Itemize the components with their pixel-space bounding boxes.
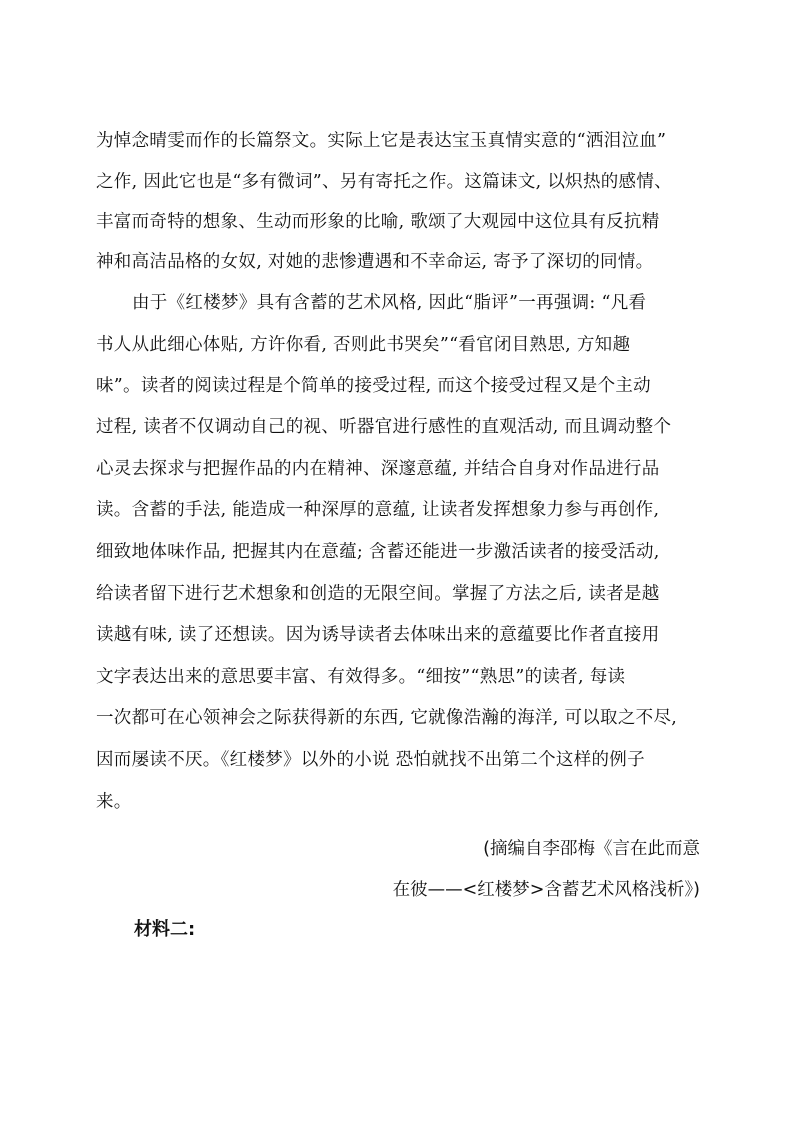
text-line: 过程, 读者不仅调动自己的视、听器官进行感性的直观活动, 而且调动整个: [96, 417, 672, 437]
text-line: 丰富而奇特的想象、生动而形象的比喻, 歌颂了大观园中这位具有反抗精: [96, 212, 660, 232]
text-line: 读越有味, 读了还想读。因为诱导读者去体味出来的意蕴要比作者直接用: [96, 625, 660, 645]
section-label: 材料二:: [134, 919, 196, 940]
citation-line-2: 在彼——<红楼梦>含蓄艺术风格浅析》): [392, 880, 700, 900]
text-line: 读。含蓄的手法, 能造成一种深厚的意蕴, 让读者发挥想象力参与再创作,: [96, 500, 660, 520]
citation-line-1: (摘编自李邵梅《言在此而意: [483, 839, 700, 859]
text-line: 文字表达出来的意思要丰富、有效得多。“细按”“熟思”的读者, 每读: [96, 667, 626, 687]
text-line: 味”。读者的阅读过程是个简单的接受过程, 而这个接受过程又是个主动: [96, 376, 651, 396]
text-line: 一次都可在心领神会之际获得新的东西, 它就像浩瀚的海洋, 可以取之不尽,: [96, 708, 678, 728]
text-line: 心灵去探求与把握作品的内在精神、深邃意蕴, 并结合自身对作品进行品: [96, 459, 660, 479]
text-line: 来。: [96, 792, 132, 812]
paragraph-start-line: 由于《红楼梦》具有含蓄的艺术风格, 因此“脂评”一再强调: “凡看: [132, 293, 647, 313]
text-line: 细致地体味作品, 把握其内在意蕴; 含蓄还能进一步激活读者的接受活动,: [96, 542, 660, 562]
text-line: 给读者留下进行艺术想象和创造的无限空间。掌握了方法之后, 读者是越: [96, 584, 660, 604]
text-line: 书人从此细心体贴, 方许你看, 否则此书哭矣”“看官闭目熟思, 方知趣: [96, 335, 631, 355]
text-line: 为悼念晴雯而作的长篇祭文。实际上它是表达宝玉真情实意的“洒泪泣血”: [96, 131, 667, 151]
text-line: 因而屡读不厌。《红楼梦》以外的小说 恐怕就找不出第二个这样的例子: [96, 750, 645, 770]
text-line: 之作, 因此它也是“多有微词”、另有寄托之作。这篇诔文, 以炽热的感情、: [96, 172, 672, 192]
text-line: 神和高洁品格的女奴, 对她的悲惨遭遇和不幸命运, 寄予了深切的同情。: [96, 252, 654, 272]
